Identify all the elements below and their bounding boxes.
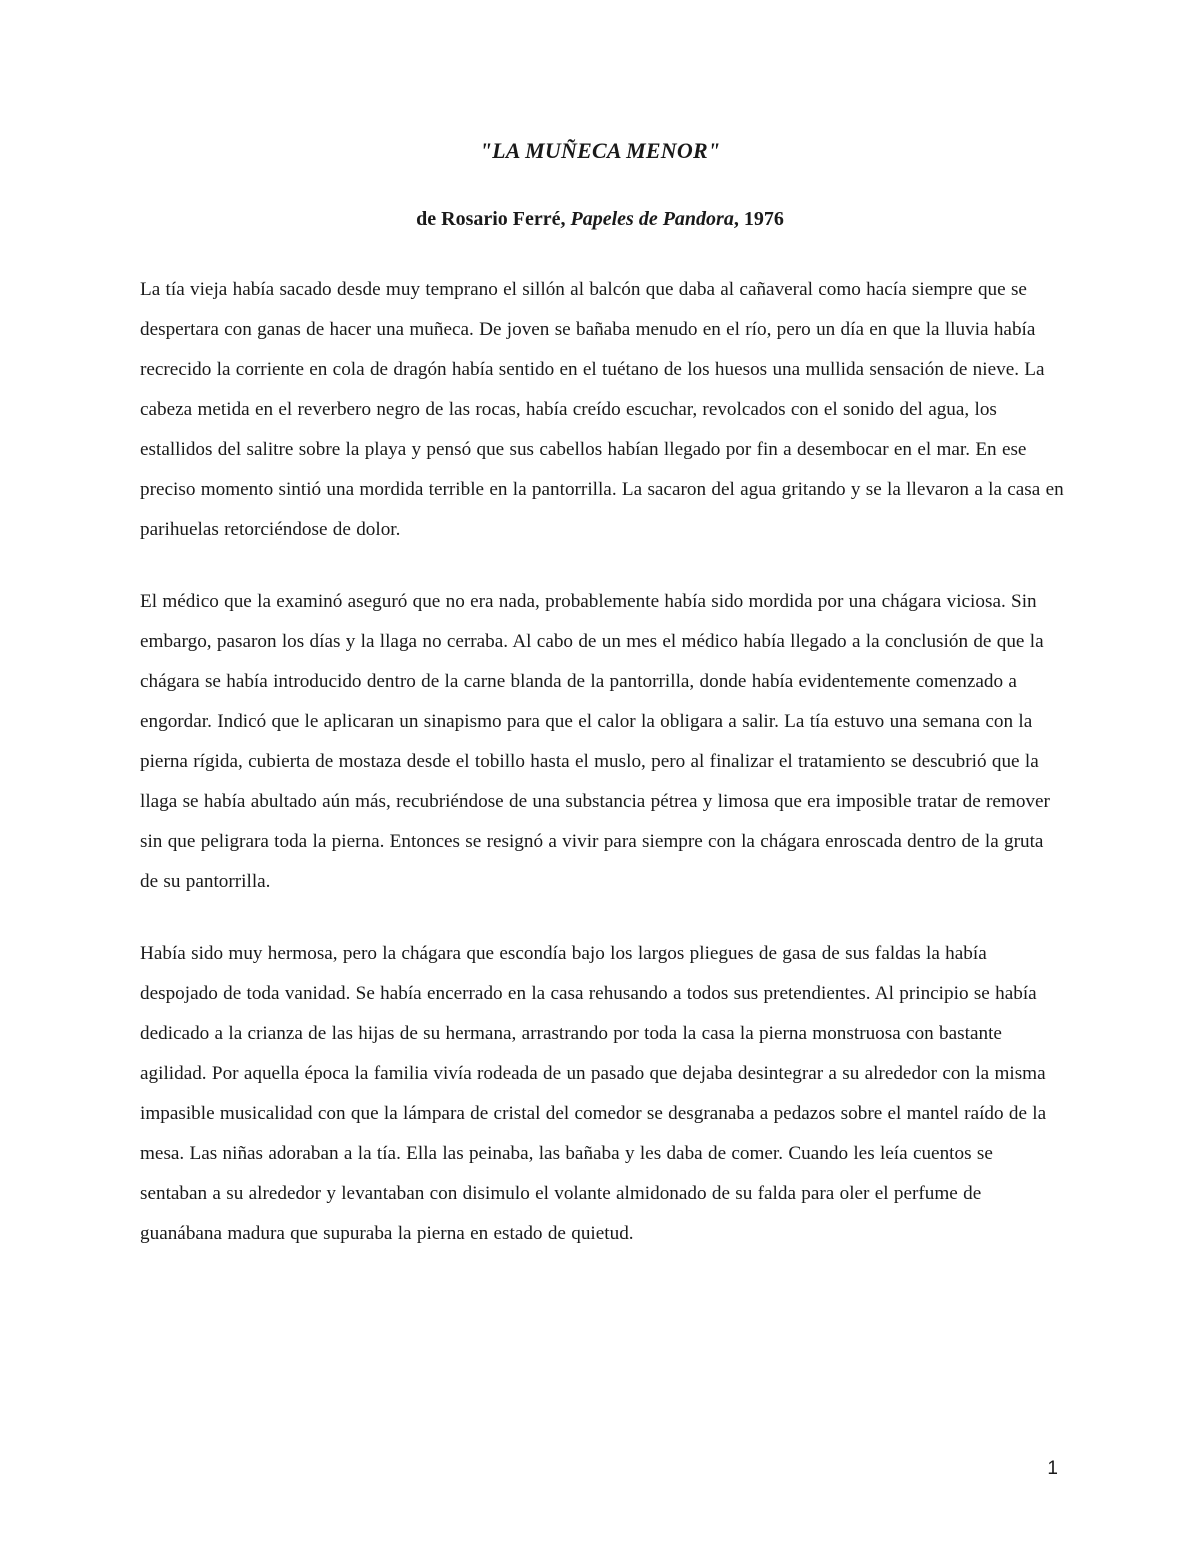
byline-year: , 1976 [733,208,784,230]
paragraph-2: El médico que la examinó aseguró que no era nada, probablemente había sido mordida por una chágara viciosa. Sin embargo, pasaron los días y la llaga no cerraba. Al cabo de un mes el médico había llegado a la conclusión de que la chágara se había introducido dentro de la carne blanda de la pantorrilla, donde había evidentemente comenzado a engordar. Indicó que le aplicaran un sinapismo para que el calor la obligara a salir. La tía estuvo una semana con la pierna rígida, cubierta de mostaza desde el tobillo hasta el muslo, pero al finalizar el tratamiento se descubrió que la llaga se había abultado aún más, recubriéndose de una substancia pétrea y limosa que era imposible tratar de remover sin que peligrara toda la pierna. Entonces se resignó a vivir para siempre con la chágara enroscada dentro de la gruta de su pantorrilla. [140,591,1050,892]
byline [0,208,1200,231]
paragraph-1: La tía vieja había sacado desde muy temprano el sillón al balcón que daba al cañaveral como hacía siempre que se despertara con ganas de hacer una muñeca. De joven se bañaba menudo en el río, pero un día en que la lluvia había recrecido la corriente en cola de dragón había sentido en el tuétano de los huesos una mullida sensación de nieve. La cabeza metida en el reverbero negro de las rocas, había creído escuchar, revolcados con el sonido del agua, los estallidos del salitre sobre la playa y pensó que sus cabellos habían llegado por fin a desembocar en el mar. En ese preciso momento sintió una mordida terrible en la pantorrilla. La sacaron del agua gritando y se la llevaron a la casa en parihuelas retorciéndose de dolor. [140,279,1064,540]
byline-author: de Rosario Ferré, [416,208,571,230]
body-text [140,270,1065,1286]
paragraph-3: Había sido muy hermosa, pero la chágara que escondía bajo los largos pliegues de gasa de sus faldas la había despojado de toda vanidad. Se había encerrado en la casa rehusando a todos sus pretendientes. Al principio se había dedicado a la crianza de las hijas de su hermana, arrastrando por toda la casa la pierna monstruosa con bastante agilidad. Por aquella época la familia vivía rodeada de un pasado que dejaba desintegrar a su alrededor con la misma impasible musicalidad con que la lámpara de cristal del comedor se desgranaba a pedazos sobre el mantel raído de la mesa. Las niñas adoraban a la tía. Ella las peinaba, las bañaba y les daba de comer. Cuando les leía cuentos se sentaban a su alrededor y levantaban con disimulo el volante almidonado de su falda para oler el perfume de guanábana madura que supuraba la pierna en estado de quietud. [140,943,1047,1244]
page-number: 1 [1047,1458,1058,1479]
byline-book-title: Papeles de Pandora [570,208,734,230]
document-title: "LA MUÑECA MENOR" [479,138,721,163]
